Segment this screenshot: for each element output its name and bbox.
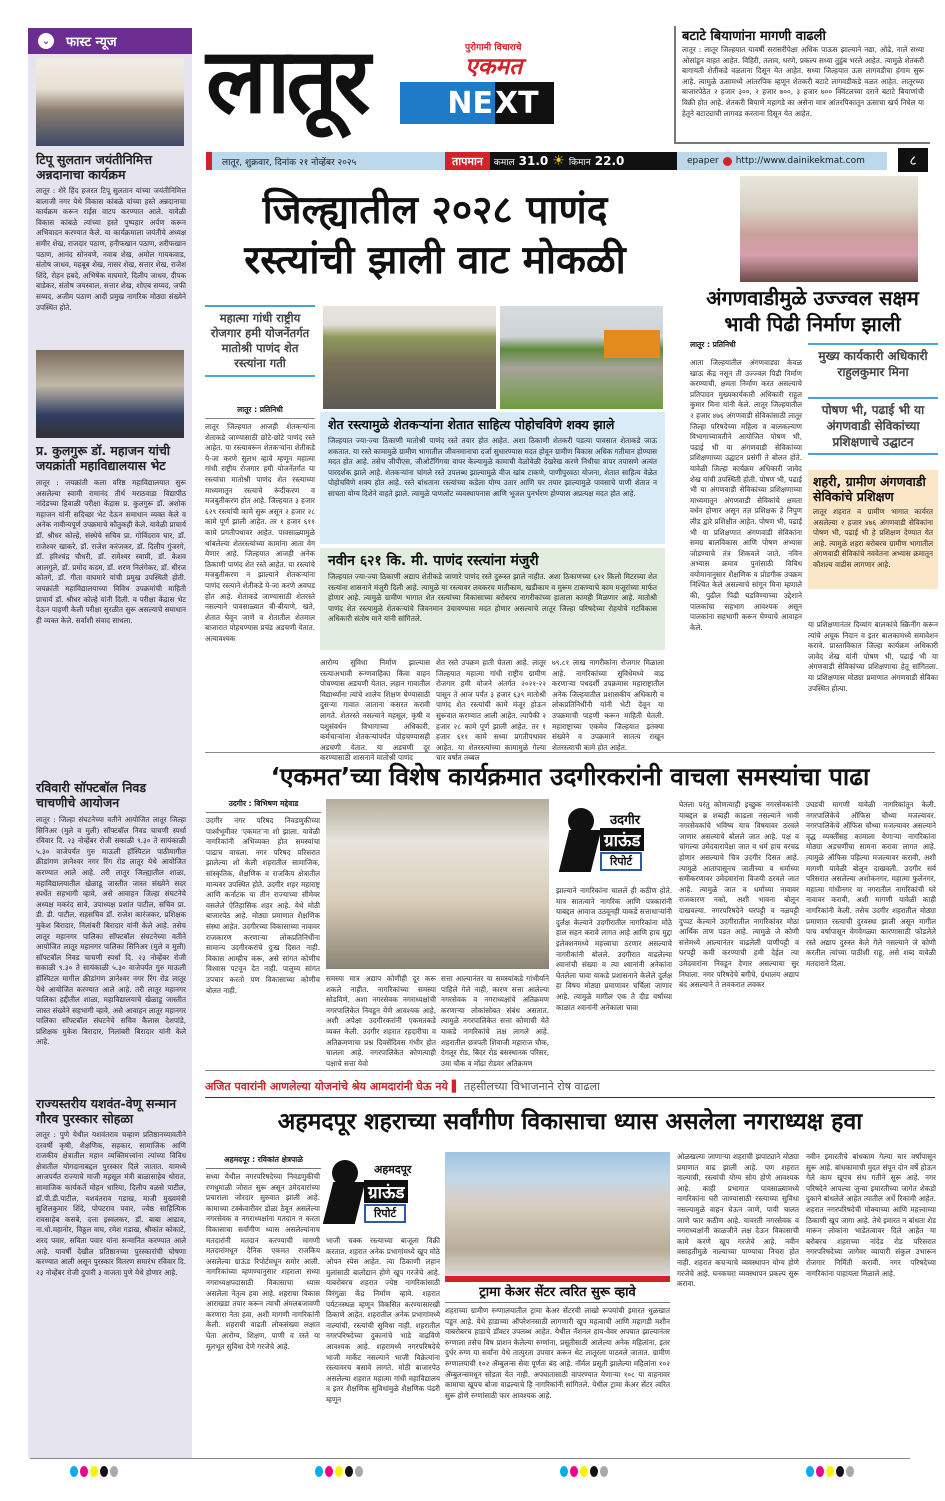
road-work-photo [323, 306, 496, 409]
weather-bar [445, 152, 677, 170]
epaper-label: epaper [687, 156, 719, 166]
weather-label: तापमान [445, 152, 490, 170]
next-logo [400, 82, 554, 124]
udgir-byline: उदगीर : बिभिषण मद्देवाड [206, 799, 321, 813]
epaper-bar [677, 152, 887, 170]
fast-news-label: फास्ट न्यूज [66, 35, 117, 50]
fast-news-headline-2: प्र. कुलगुरू डॉ. महाजन यांची जयक्रांती महाविद्यालयास भेट [36, 443, 170, 473]
trauma-center-photo [445, 1152, 670, 1282]
fast-news-header [28, 28, 192, 54]
approval-box [320, 548, 665, 650]
approval-box-title: नवीन ६२१ कि. मी. पाणंद रस्त्यांना मंजुरी [328, 553, 539, 569]
udgir-ground-label: ग्राऊंड [600, 828, 644, 851]
udgir-headline: ‘एकमत’च्या विशेष कार्यक्रमात उदगीरकरांनी वाचला समस्यांचा पाढा [270, 762, 870, 791]
lead-side-quote: महात्मा गांधी राष्ट्रीय रोजगार हमी योजनेंतर्गत मातोश्री पाणंद शेत रस्त्यांना गती [205, 305, 315, 377]
fast-news-body-3: लातूर : जिल्हा संघटनेच्या वतीने आयोजित लातूर जिल्हा सिनिअर (मुले व मुली) सॉफ्टबॉल निवड चाचणी स्पर्धा रविवार दि. २३ नोव्हेंबर रोजी सकाळी ९.३० ते सायंकाळी ५.३० वाजेपर्यंत गुरु माऊली हॉस्पिटल पाठीमागील क्रीडांगण ज्ञानेश्वर नगर रिंग रोड लातूर येथे आयोजित करण्यात आले आहे. तरी लातूर जिल्ह्यातील शाळा, महाविद्यालयातील खेळाडू जास्तीत जास्त संख्येने सदर स्पर्धेत सहभागी व्हावे, असे आवाहन जिल्हा संघटनेचे अध्यक्ष मकरंद सावे, उपाध्यक्ष प्रशांत पाटील, सचिव प्रा. डी. डी. पाटील, सहसचिव डॉ. राजेश कारंजकर, प्रशिक्षक मुकेश बिरादार, निलांबरी बिरादार यांनी केले आहे. तसेच लातूर महानगर पालिका सॉफ्टबॉल संघटनेच्या वतीने आयोजित लातूर महानगर पालिका सिनिअर (मुले व मुली) सॉफ्टबॉल निवड चाचणी स्पर्धा दि. २३ नोव्हेंबर रोजी सकाळी ९.३० ते सायंकाळी ५.३० वाजेपर्यंत गुरु माऊली हॉस्पिटल मागील क्रीडांगण ज्ञानेश्वर नगर रिंग रोड लातूर येथे आयोजित करण्यात आले आहे. तरी लातूर महानगर पालिका हद्दीतील शाळा, महाविद्यालयाचे खेळाडू जास्तीत जास्त संख्येने सहभागी व्हावे, असे आवाहन लातूर महानगर पालिका सॉफ्टबॉल संघटनेचे सचिव कैलास देशपांडे, प्रशिक्षक मुकेश बिरादार, निलांबरी बिरादार यांनी केले आहे. [36, 815, 186, 1047]
next-logo-part-1: NE [400, 82, 495, 124]
ahmadpur-byline: अहमदपूर : रविकांत क्षेत्रपाळे [206, 1155, 321, 1169]
lead-headline [200, 186, 670, 286]
min-temp-value: 22.0 [594, 154, 625, 168]
lead-col-1: लातूर जिल्हयात आजही शेतकऱ्यांना शेताकडे जाण्यासाठी छोटे-छोटे पाणंद रस्ते आहेत. या रस्त्यावरून शेतकऱ्यांना शेतीकडे ये-जा करणे सुलभ व्हावे म्हणून महात्मा गांधी राष्ट्रीय रोजगार हमी योजनेंतर्गत या रस्त्यांचा मातोश्री पाणंद शेत रस्त्याच्या माध्यमातून रस्त्याचे रूंदीकरण व मजबुतीकरण होत आहे. जिल्हयात ३ हजार ६२९ रस्त्यांची कामे सुरू असून २ हजार २८ कामे पूर्ण झाली आहेत. तर १ हजार ६११ कामे प्रगतीपथावर आहेत. पावसाळ्यामुळे थांबलेल्या शेतरस्त्यांच्या कामांना आता वेग येणार आहे. जिल्हयात आजही अनेक ठिकाणी पाणंद शेत रस्ते आहेत. या रस्त्यांचे मजबुतीकरण न झाल्याने शेतकऱ्यांना पाणंद रस्त्याने शेतीकडे ये-जा करणे अवघड होत आहे. शेताकडे जाण्यासाठी शेतरस्ते नसल्याने पावसाळ्यात बी-बीयाणे, खते, शेतात घेवून जाणे व शेतातील शेतमाल बाजारात पोहचण्यास प्रचंड अडचणी येतात. अत्यावश्यक [205, 422, 315, 643]
approval-box-body: जिल्हयात ज्या-ज्या ठिकाणी अद्याप शेतीकडे जाणारे पाणंद रस्ते दुरूस्त झाले नाहीत. अशा ठिकाणच्या ६२१ किलो मिटरच्या शेत रस्त्यांना शासनाने मंजुरी दिली आहे. त्यामुळे या रस्त्यावर लवकरच मातीकाम, खडीकाम व मुरूम टाकण्याचे काम मजूरांच्या मार्फत होणार आहे. त्यामुळे ग्रामीण भागात शेत रस्त्यांच्या विकासाच्या बरोबरच नागरीकांच्या हाताला कामही मिळणार आहे. मातोश्री पाणंद शेत रस्त्यामुळे शेतकऱ्यांचे जिवनमान उंचावण्यास मदत होणार असल्याचे लातूर जिल्हा परिषदेच्या रोहयोचे गटविकास अधिकारी संतोष माने यांनी सांगितले. [328, 572, 657, 624]
registration-marks-2 [315, 1466, 363, 1477]
potato-story [674, 26, 930, 144]
anganwadi-quote-name: मुख्य कार्यकारी अधिकारी राहुलकुमार मिना [808, 343, 938, 383]
anganwadi-byline: लातूर : प्रतिनिधी [690, 340, 736, 349]
fast-news-headline-4: राज्यस्तरीय यशवंत-वेणू सन्मान गौरव पुरस्कार सोहळा [36, 1096, 177, 1126]
page-number: ८ [898, 148, 928, 172]
udgir-ground-report-logo [562, 800, 677, 880]
anganwadi-quote-text: पोषण भी, पढाई भी या अंगणवाडी सेविकांच्या प्रशिक्षणाचे उद्घाटन [808, 397, 938, 455]
fast-news-body-2: लातूर : जयक्रांती कला वरिष्ठ महाविद्यालयात सुरू असलेल्या स्वामी रामानंद तीर्थ मराठवाडा विद्यापीठ नांदेडच्या हिवाळी परीक्षा केंद्रास प्र. कुलगुरू डॉ. अशोक महाजन यांनी सदिच्छा भेट देऊन समाधान व्यक्त केले व अनेक नावीन्यपूर्ण उपक्रमाचे कौतुकही केले. यावेळी प्राचार्य डॉ. श्रीधर कोल्हे, संस्थेचे सचिव प्रा. गोविंदराव घार, डॉ. राजेश्वर खाकरे, डॉ. राजेश करंजकर, डॉ. दिलीप गुंजरगे, डॉ. हरिश्चंद्र चौधरी, डॉ. रामेश्वर स्वामी, डॉ. केशव आलगुले, डॉ. प्रमोद कदम, डॉ. शरण निलंगेकर, डॉ. धीरज कोतगे, डॉ. गीता वाघमारे यांची प्रमुख उपस्थिती होती. जयक्रांती महाविद्यालयाच्या विविध उपक्रमांची माहिती प्राचार्य डॉ. श्रीधर कोल्हे यांनी दिली. व परीक्षा केंद्रास भेट देऊन पाहणी केली परीक्षा सुरळीत सुरू असल्याचे समाधान ही व्यक्त केले. सर्वांशी संवाद साधला. [36, 478, 186, 625]
finished-road-photo [500, 306, 663, 409]
anganwadi-body: आता जिल्हयातील अंगणवाड्या केवळ खाऊ केंद्र नसून ती उज्ज्वल पिढी निर्माण करण्याची, क्षमता निर्माण करत असल्याचे प्रतिपादन मुख्यकार्यकारी अधिकारी राहुल कुमार मिना यांनी केले. लातूर जिल्हयातील २ हजार ४७६ अंगणवाडी सेविकांसाठी लातूर जिल्हा परिषदेच्या महिला व बालकल्याण विभागाच्यावतीने आयोजित पोषण भी, पढाई भी या अंगणवाडी सेविकांच्या प्रशिक्षणाच्या उद्घाटन प्रसंगी ते बोलत होते. यावेळी जिल्हा कार्यक्रम अधिकारी जावेद शेख यांची उपस्थिती होती. पोषण भी, पढाई भी या अंगणवाडी सेविकांच्या प्रशिक्षणाच्या माध्यमातून अंगणवाडी सेविकांचे क्षमता वर्धन होणार असून तज्ञ प्रशिक्षक हे निपुण लीड द्वारे प्रशिक्षीत आहेत. पोषण भी, पढाई भी या प्रशिक्षणात अंगणवाडी सेविकांना समग्र बालविकास आणि पोषण अभ्यास जोडण्याचे तंत्र शिकवले जाते. नविन अभ्यास क्रमाव पुनांसाठी विविध वयोमानानुसार शैक्षणिक व प्रोडगीक उपक्रम निश्चित केले असल्याचे सांगून मिना म्हणाले की, पुढील पिढी घडविण्याच्या उद्देशाने पालकांचा सहभाग आवश्यक असून पालकांना सहभागी करून घेण्याचे आवाहन केले. [690, 358, 802, 632]
lead-col-4: ७९.८१ लाख नागरीकांना रोजगार मिळाला आहे. नागरिकांच्या सुविधेमध्ये वाढ करणाऱ्या पथदर्शी उपक्रमास महाराष्ट्रातील अनेक जिल्हयातील प्रशासकीय अधिकारी व लोकप्रतिनिधींनी यांनी भेटी देवून या उपक्रमाची पाहणी करून माहिती घेतली. महाराष्ट्राच्या एकमेव जिल्हयात इतक्या संख्येने व उपक्रमाने सातत्य राखून शेतरस्त्याची कामे होत आहेत. [552, 658, 664, 752]
masthead-title: लातूर [206, 29, 367, 134]
min-temp-label: किमान [568, 157, 591, 168]
udgir-col-4: झाल्याने नागरिकांना चालले ही कठीण होते. मात्र सातत्याने नागरिक आणि पत्रकारांनी याबद्दल आवाज उठवूनही याकडे सत्ताधाऱ्यांनी दुर्लक्ष केल्याने उदगीरातील नागरिकांना मोठे हाल सहन करावे लागत आहे आणि हाच मुद्दा इलेक्शनमध्ये महत्त्वाचा ठरणार असल्याचे नागरीकांनी बोलले. उदगीरात वाढलेल्या श्वानांची संख्या व त्या श्वानांनी अनेकांना घेतलेला चावा याकडे प्रशासनाने केलेले दुर्लक्ष हा विषय मोठ्या प्रमाणावर चर्चिला जाणार आहे. त्यामुळे मागील एक ते दीड वर्षांच्या काळात श्वानांनी अनेकाला चावा [556, 886, 672, 1012]
udgir-col-6: उघडची मागणी यावेळी नागरिकांतून केली. नगरपालिकेचे ऑफिस चौथ्या मजल्यावर. नगरपालिकेचे ऑफिस चौथ्या मजल्यावर असल्याने वृद्ध व्यक्तींसह कामाला येणाऱ्या नागरिकांना मोठ्या अडचणींचा सामना करावा लागत आहे. त्यामुळे ऑफिस पहिल्या मजल्यावर करावी, अशी मागणी यावेळी बोलून दाखवली. उदगीर सर्व परिसरात असलेल्या अशोकनगर, महात्मा फुलेनगर, महात्मा गांधीनगर या नगरातील नागरिकांची घरे नावावर करावी, अशी मागणी यावेळी काही नागरिकांनी केली. तसेच उदगीर शहरातील मोठ्या प्रमाणात रस्त्याची दुरवस्था झाली असून मागील पाच वर्षापासून वेगवेगळ्या कारणासाठी फोडलेले रस्ते अद्याप दुरुस्त केले गेले नसल्याने जे कोणी करतील त्यांच्या पाठीशी राहू, असे शब्द यावेळी मतदाराने दिला. [806, 800, 936, 968]
masthead-brand: एकमत [465, 53, 523, 80]
trauma-title: ट्रामा केअर सेंटर त्वरित सुरू व्हावे [445, 1284, 670, 1303]
ahmadpur-ground-label: ग्राऊंड [364, 1180, 408, 1203]
section-divider [205, 752, 935, 753]
udgir-col-1: उदगीर नगर परिषद निवडणुकीच्या पार्श्वभूमीवर ‘एकमत’ना शो झाला. यावेळी नागरिकांनी अभिव्यक्त होत समस्यांचा पाढाच वाचला. नगर परिषद परिसरात झालेल्या शो केली शहरातील सामाजिक, सांस्कृतिक, शैक्षणिक व राजकिय क्षेत्रातील मान्यवर उपस्थित होते. उदगीर शहर महाराष्ट्र आणि कर्नाटक या तीन राज्याच्या सीमेवर वसलेले ऐतिहासिक शहर आहे. येथे मोठी बाजारपेठ आहे. मोठ्या प्रमाणात शैक्षणिक संस्था आहेत. उदगीरच्या विकासाच्या नावावर राजकारण करणाऱ्या लोकप्रतिनिधींना सामान्य उदगीरकरांचे दुःख दिसत नाही. विकास आम्हीच करू, असे सांगत कोणीच विश्वास पटवून देत नाही. पालुम्य सांगत उपचार करतो पण विकासाच्या कोणीच बोलत नाही. [206, 816, 320, 995]
sun-icon: ☀ [552, 153, 565, 169]
udgir-ground-city: उदगीर [610, 813, 641, 828]
anganwadi-photo [740, 176, 918, 282]
ticker-red-text: अजित पवारांनी आणलेल्या योजनांचे श्रेय आमदारांनी घेऊ नये [205, 1080, 448, 1093]
signboard [604, 330, 660, 358]
max-temp-value: 31.0 [518, 154, 549, 168]
dateline: लातूर, शुक्रवार, दिनांक २१ नोव्हेंबर २०२५ [206, 152, 460, 170]
link-icon [723, 157, 732, 166]
anganwadi-headline: अंगणवाडीमुळे उज्ज्वल सक्षम भावी पिढी निर्माण झाली [706, 286, 919, 336]
ahmadpur-col-3: ओळखल्या जाणाऱ्या शहराची झपाट्याने मोठ्या प्रमाणात वाढ झाली आहे. पण शहरात नाल्याची, रस्त्यांची योग्य सोय होणे आवश्यक आहे. काही प्रभागात पावसाळ्यामध्ये नागरिकांना घरी जाण्यासाठी रस्त्याच्या सुविधा नसल्यामुळे वाहन घेऊन जाणे, पायी चालत जाणे फार कठीण आहे. यावरती नगरसेवक व नगराध्यक्षांनी काळजीने लक्ष देऊन विकासाची कामे करणे खूप गरजेचे आहे. नवीन वसाहतीमुळे नाल्याच्या पाण्याचा निचरा होत नाही. शहरात कचऱ्याचे व्यवस्थापन योग्य होणे गरजेचे आहे. घनकचरा व्यवस्थापन प्रकल्प सुरू करावा. [677, 1152, 799, 1289]
benefits-box-body: जिल्हयात ज्या-ज्या ठिकाणी मातोश्री पाणंद रस्ते तयार होत आहेत. अशा ठिकाणी शेतकरी पडत्या पावसात शेताकडे जाऊ शकतात. या रस्ते कामामुळे ग्रामीण भागातील जीवनमानाचा दर्जा सुधारण्यास मदत होवून ग्रामीण विकास अधिक गतीमान होण्यास मदत होत आहे. तसेच जीपीएस, जीओटॅगिंगचा वापर केल्यामुळे कामाची वेळोवेळी देखरेख करणे निधीचा वापर तपासणे अत्यंत पारदर्शक झाले आहे. शेतकऱ्यांना चांगले रस्ते उपलब्ध झाल्यामुळे वीज खांब टाकणे, पाणीपुरवठा योजना, शेतात साहित्य वेळेत पोहोचविणे शक्य होत आहे. रस्ते बांधताना रस्त्यांच्या कडेला योग्य उतार आणि चर तयार झाल्यामुळे पावसाचे पाणी शेतात न साचता योग्य दिशेने वाहते झाले. त्यामुळे पाणलोट व्यवस्थापनास आणि भूजल पुनर्भरण होण्यास अप्रत्यक्ष मदत होत आहे. [328, 436, 657, 498]
udgir-photo [326, 799, 549, 969]
registration-marks-4 [806, 1466, 854, 1477]
fast-news-photo-2 [36, 350, 184, 438]
ahmadpur-ground-report-logo [326, 1152, 441, 1232]
lead-col-3: शेत रस्ते उपक्रम हाती घेतला आहे. लातूर जिल्हयात महात्मा गांधी राष्ट्रीय ग्रामीण रोजगार हमी योजने अंतर्गत २०२१-२२ पासून ते आज पर्यंत ३ हजार ६३९ मातोश्री पाणंद शेत रस्त्यांची कामे मंजूर होऊन सुरूवात करण्यात आली आहेत. त्यापैकी २ हजार २८ कामे पूर्ण झाली आहेत. तर १ हजार ६११ कामे सध्या प्रगतीपथावर आहेत. या शेतरस्त्यांच्या कामामुळे गेल्या चार वर्षात तब्बल [436, 658, 546, 763]
anganwadi-box-title: शहरी, ग्रामीण अंगणवाडी सेविकांचे प्रशिक्षण [813, 474, 926, 504]
anganwadi-box [808, 470, 938, 589]
fast-news-headline-3: रविवारी सॉफ्टबॉल निवड चाचणीचे आयोजन [36, 780, 147, 810]
potato-body: लातूर : लातूर जिल्हयात यावर्षी सरासरीपेक्षा अधिक पाऊस झाल्याने नद्या, ओढे, नाले सध्या ओसांडून वाहत आहेत. विहिरी, तलाव, धरणे, प्रकल्प सध्या तुडुंब भरले आहेत. त्यामुळे शेतकरी बागायती शेतीकडे वळताना दिसून येत आहेत. सध्या जिल्हयात ऊस लागवडीचा हंगाम सुरू आहे. त्यामुळे ऊसामध्ये आंतरपिक म्हणून शेतकरी बटाटे लागवडीकडे वळत आहेत. लातूरच्या बाजारपेठेत २ हजार ३००, २ हजार ७००, ३ हजार ७०० क्विंटलच्या दराने बटाटे बियाणांची विक्री होत आहे. शेतकरी बियाणे महागडे का असेना मात्र आंतरपिकातून ऊसाचा खर्च निघेल या हेतूने बटाट्याची लागवड करताना दिसून येत आहेत. [682, 45, 924, 118]
epaper-url[interactable]: http://www.dainikekmat.com [735, 156, 865, 166]
trauma-body: शहराच्या ग्रामीण रुग्णालयातील ट्रामा केअर सेंटरची लाखो रूपयांची इमारत धुळखात पडून आहे. येथे हाडाच्या ऑपरेशनसाठी लागणारी खूप महत्वाची आणि महागडी मशीन याबरोबरच हाडाचे डॉक्टर उपलब्ध आहेत. येथील नॅशनल हाय-वेवर अपघात झाल्यानंतर रुग्णाला तसेच विष प्राशन केलेल्या रुग्णांना, प्रसूतीसाठी आलेल्या अनेक महिलांना, इतर दुर्धर रुग्ण या सर्वांना येथे तात्पुरता उपचार करून थेट लातूरला पाठवले जातात. ग्रामीण रुग्णालयाची १०२ ॲम्बुलन्स सेवा पूर्णतः बंद आहे. नॉर्मल प्रसूती झालेल्या महिलांना १०२ ॲम्बुलन्समधून सोडता येत नाही. अपघातासाठी वापरण्यात येणाऱ्या १०८ या वाहनावर कामाचा खूपच बोजा वाढल्याचे हि नागरिकांनी सांगितले. येथील ट्रामा केअर सेंटर त्वरित सुरू होणे रुग्णांसाठी फार आवश्यक आहे. [445, 1306, 670, 1400]
ahmadpur-ground-city: अहमदपूर [374, 1163, 412, 1176]
fast-news-body-1: लातूर : शेरे हिंद हजरत टिपू सुलतान यांच्या जयंतीनिमित्त बालाजी नगर येथे विकास कांबळे यांच्या हस्ते अन्नदानाचा कार्यक्रम करून राईस वाटप करण्यात आले. यावेळी विकास कांबळे त्यांच्या हस्ते पुष्पहार अर्पण करून अभिवादन करण्यात केले. या कार्यक्रमाला जयंतीचे अध्यक्ष समीर शेख, राजदार पठाण, हनीफखान पठाण, शरीफखान पठाण, आनंद सोनवणे, नवाब शेख, अमोल गायकवाड, संतोष जाधव, महबूब शेख, नासर शेख, सत्तार शेख, राजेश शिंदे, रोहन हबदे, अभिषेक वाघमारे, दिलीप जाधव, दीपक बाडेकर, संतोष जयस्वाल, सत्तार शेख, शोएब सय्यद, जफी सय्यद, अजीम पठाण आदी प्रमुख नागरिक मोठ्या संख्येने उपस्थित होते. [36, 186, 186, 312]
anganwadi-body-2: या प्रशिक्षणानंतर दिव्यांग बालकांचे स्क्रिनींग करून त्यांचे अचूक निदान व इतर बालकामध्ये समावेशन करावे. प्रास्ताविकात जिल्हा कार्यक्रम अधिकारी जावेद शेख यांनी पोषण भी, पढाई भी या अंगणवाडी सेविकांच्या प्रशिक्षणाचा हेतू सांगितला. या प्रशिक्षणास मोठ्या प्रमाणात अंगणवाडी सेविका उपस्थित होत्या. [808, 620, 938, 693]
ticker: अजित पवारांनी आणलेल्या योजनांचे श्रेय आमदारांनी घेऊ नये ▌ तहसीलच्या विभाजनाने रोष वाढला [205, 1079, 935, 1098]
lead-headline-line-1: जिल्ह्यातील २०२८ पाणंद [262, 188, 608, 233]
microphone-icon [323, 1182, 365, 1224]
footer-rule [30, 1458, 910, 1459]
max-temp-label: कमाल [493, 157, 515, 168]
registration-marks-1 [70, 1466, 118, 1477]
ahmadpur-col-1: सध्या येथील नगरपरिषदेच्या निवडणुकीची रणधुमाळी जोरात सुरू असून उमेदवारांच्या प्रचाराला जोरदार सुरुवात झाली आहे. कामाच्या टक्केवारीवर डोळा ठेवून असलेल्या नगरसेवक व नगराध्यक्षांना मतदान न करता विकासाचा सर्वांगीण ध्यास असलेल्यांनाच मतदारांनी मतदान करण्याची मागणी मतदारांमधून दैनिक एकमत राजकिय असलेल्या ग्राऊंड रिपोर्टमधून समोर आली. नागरिकांच्या म्हणण्यानुसार शहराला सध्या नगराध्यक्षपदासाठी विकासाचा ध्यास असलेला नेतृत्व हवा आहे. शहराचा विकास आराखडा तयार करून त्याची अंमलबजावणी करणारा नेता हवा, अशी मागणी नागरिकांनी केली. शहराची वाढती लोकसंख्या लक्षात घेता आरोग्य, शिक्षण, पाणी व रस्ते या मूलभूत सुविधा देणे गरजेचे आहे. [206, 1172, 320, 1351]
lead-headline-line-2: रस्त्यांची झाली वाट मोकळी [244, 238, 626, 283]
section-divider-2 [205, 1070, 935, 1071]
fast-news-body-4: लातूर : पुणे येथील यशवंतराव चव्हाण प्रतिष्ठानच्यावतीने दरवर्षी कृषी, शैक्षणिक, सहकार, सामाजिक आणि राजकीय क्षेत्रातील महान व्यक्तिमत्त्वांना त्यांच्या विविध क्षेत्रातील योगदानाबद्दल पुरस्कार दिले जातात. यामध्ये आजपर्यंत राज्याचे माजी महसूल मंत्री बाळासाहेब थोरात, सामाजिक कार्यकर्ते मोहन धारिया, दिलीप वळसे पाटील, डॉ.पी.डी.पाटील, यशवंतराव गडाख, माजी मुख्यमंत्री सुशिलकुमार शिंदे, पोपटराव पवार, ज्येष्ठ साहित्यिक रावसाहेब कसबे, दत्ता इस्वलकर, डॉ. बाबा आढाव, ना.धो.महानोर, विठ्ठल वाघ, रमेश गडाख, श्रीकांत कोकाटे, शरद पवार, सविता पवार यांना सन्मानित करण्यात आले आहे. यावर्षी देखील प्रतिष्ठानच्या पुरस्कारांची घोषणा करण्यात आली असून पुरस्कार वितरण समारंभ रविवार दि. २३ नोव्हेंबर रोजी दुपारी ३ वाजता पुणे येथे होणार आहे. [36, 1130, 186, 1277]
udgir-col-5: घेतला परंतु कोणत्याही इच्छुक नगरसेवकांनी याबद्दल ब्र शब्दही काढला नसल्याने भावी नगरसेवकांचे भविष्य याच विषयावर ठरवले जाणार असल्याचे बोलले जात आहे. पक्ष व चांगल्या उमेदवारापेक्षा जात व धर्म हाच वरचढ होणार असल्याचे चित्र उदगीर दिसत आहे. त्यामुळे आतापासूनच जातीच्या व धर्माच्या समीकरणावर उमेदवारांना विजयी ठरवले जात आहे. त्यामुळे जात व धर्माच्या नावावर राजकारण नको, अशी भावना बोलून दाखवल्या. नगरपरिषदेने घरपट्टी व नळपट्टी दुप्पट केल्याने उदगीरातील नागरिकांवर मोठा आर्थिक ताण पडत आहे. त्यामुळे जे कोणी सत्तेमध्ये आल्यानंतर वाढलेली पाणीपट्टी व घरपट्टी कमी करण्याची हमी देईल त्या उमेदवारांना निवडून देणार असल्याचा सुर निघाला. नगर परिषदेचे बगीचे, ग्रंथालय अद्याप बंद असल्याने ते लवकरात लवकर [679, 800, 799, 990]
photo-red-band [445, 1276, 670, 1282]
ahmadpur-col-4: नवीन इमारतीचे बांधकाम गेल्या चार वर्षांपासून सुरू आहे. बांधकामाची मुदत संपून दोन वर्षे होऊन गेले काम खूपच संथ गतीने सुरू आहे. नगर परिषदेने आपल्या जुन्या इमारतीच्या जागेत शेकडो दुकाने बांधलेले आहेत त्यातील अर्धे रिकामी आहेत. शहरात नगरपरिषदेची मोक्याच्या आणि महत्त्वाच्या ठिकाणी खूप जागा आहे. तेथे इमारत न बांधता शेड मारून लोकांना भाडेतत्वावर दिले आहेत या बरोबरच शहराच्या नांदेड रोड परिसरात नगरपरिषदेच्या जागेवर व्यापारी संकुल उभारून रोजगार निर्मिती करावी. नगर परिषदेच्या नागरिकांना पाहायला मिळाले आहे. [806, 1152, 936, 1278]
masthead-tagline: पुरोगामी विचाराचे [465, 43, 522, 53]
ahmadpur-col-2: भाजी चक्क रस्त्याच्या बाजूला विक्री करतात. शहरात अनेक प्रभागांमध्ये खूप मोठे ओपन स्पेस आहेत. त्या ठिकाणी लहान मुलांसाठी बालोद्यान होणे खूप गरजेचे आहे. याबरोबरच शहरात ज्येष्ठ नागरिकांसाठी विरंगुळा केंद्र निर्माण व्हावे. शहरात पर्यटनस्थळ म्हणून विकसित करण्यासारखी ठिकाणे आहेत. शहरातील अनेक प्रभागांमध्ये नाल्यांची, रस्त्यांची सुविधा नाही. शहरातील नगरपरिषदेच्या दुकानांचे भाडे वाढविणे आवश्यक आहे. शहरामध्ये नगरपरिषदेचे भाजी मार्केट नसल्याने भाजी विक्रेत्यांना रस्त्यावरच बसावे लागते. मोठी बाजारपेठ असलेल्या शहरात महात्मा गांधी महाविद्यालय व इतर शैक्षणिक सुविधांमुळे शैक्षणिक पंढरी म्हणून [326, 1236, 440, 1404]
lead-byline: लातूर : प्रतिनिधी [205, 405, 315, 419]
udgir-col-2: समस्या मात्र अद्याप कोणीही दूर करू शकले नाहीत. नागरिकांच्या समस्या सोडविणे, अशा नगरसेवक नगराध्यक्षांची नगरपालिकेत निवडून येणे आवश्यक आहे, अशी अपेक्षा उदगीरकरांनी एकमतकडे व्यक्त केली. उदगीर शहरात रहदारीचा व अतिक्रमणाचा प्रश्न दिवसेंदिवस गंभीर होत चालला आहे. नगरपालिकेत कोणत्याही पक्षाचे सत्ता येवो [326, 974, 436, 1068]
ticker-grey-text: तहसीलच्या विभाजनाने रोष वाढला [464, 1080, 600, 1093]
fast-news-photo-1 [36, 58, 184, 146]
ahmadpur-headline: अहमदपूर शहराच्या सर्वांगीण विकासाचा ध्यास असलेला नगराध्यक्ष हवा [277, 1109, 863, 1135]
udgir-col-3: सत्ता आल्यानंतर या समस्यांकडे गांभीर्याने पाहिले गेले नाही, कारण सत्ता आलेल्या नगरसेवक व नगराध्यक्षांचे अतिक्रमण करणाऱ्या लोकांसोबत संबंध असतात. त्यामुळे नगरपालिकेत सत्ता कोणाची येते याकडे नागरिकांचे लक्ष लागले आहे. शहरातील छत्रपती शिवाजी महाराज चौक, देगलूर रोड, बिदर रोड बसस्थानक परिसर, उमा चौक व मोंढा रोडवर अतिक्रमण [441, 974, 549, 1068]
benefits-box-title: शेत रस्त्यामुळे शेतकऱ्यांना शेतात साहित्य पोहोचविणे शक्य झाले [328, 417, 615, 432]
next-logo-part-2: XT [495, 82, 554, 124]
fast-news-headline-1: टिपू सुलतान जयंतीनिमित्त अन्नदानाचा कार्यक्रम [36, 152, 152, 182]
chevron-down-icon: ⌄ [38, 33, 54, 49]
registration-marks-3 [560, 1466, 608, 1477]
udgir-report-label: रिपोर्ट [600, 852, 642, 871]
anganwadi-box-body: लातूर शहरात व ग्रामीण भागात कार्यरत असलेल्या २ हजार ४७६ अंगणवाडी सेविकांना पोषण भी, पढाई भी हे प्रशिक्षण देण्यात येत आहे. त्यामुळे शहरा बरोबरच ग्रामीण भागातील अंगणवाडी सेविकांचे नववेतना अभ्यास क्रमातून कौशल्य वाढीस लागणार आहे. [813, 507, 933, 569]
ahmadpur-report-label: रिपोर्ट [364, 1204, 406, 1223]
potato-headline: बटाटे बियाणांना मागणी वाढली [682, 29, 826, 44]
benefits-box [320, 412, 665, 544]
lead-col-2: आरोग्य सुविधा निर्माण झाल्यास रस्त्याअभावी रूग्णवाहिका किंवा वाहन पोचण्यास अडचणी येतात. लहान गावातील विद्यार्थ्यांना त्यांचे शालेय शिक्षण घेण्यासाठी दुसऱ्या गावात जाताना कसरत करावी लागते. शेतरस्ते नसल्याने महसूल, कृषी व पशुसंवर्धन विभागाच्या अधिकारी, कर्मचाऱ्यांना शेतकऱ्यांपर्यंत पोहचण्यासही अडचणी येतात. या अडचणी दूर करण्यासाठी शासनाने मातोश्री पाणंद [320, 658, 430, 763]
microphone-icon [559, 830, 601, 872]
